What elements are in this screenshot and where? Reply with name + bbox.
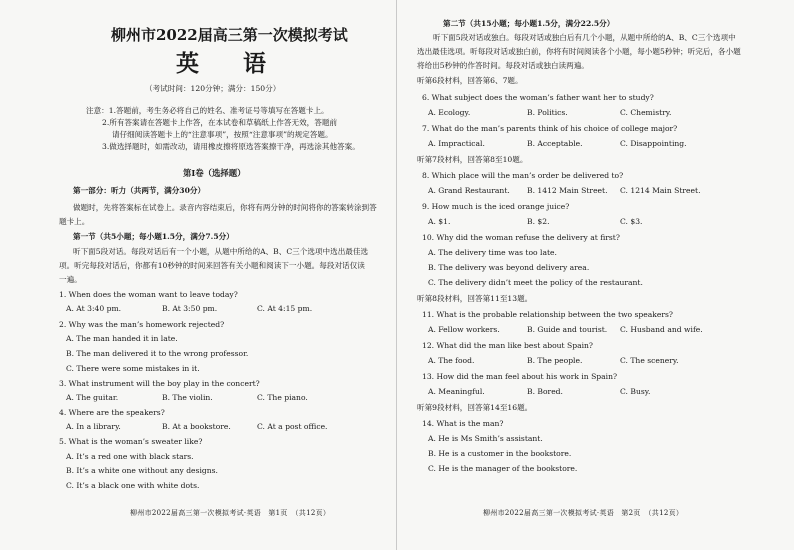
answer-option: A. Meaningful. (428, 387, 485, 396)
answer-option: B. The man delivered it to the wrong professor. (66, 349, 249, 358)
page-footer: 柳州市2022届高三第一次模拟考试·英语 第2页 （共12页） (483, 509, 684, 517)
answer-option: A. $1. (428, 217, 451, 226)
question-stem: 7. What do the man’s parents think of his choice of college major? (422, 124, 678, 133)
answer-option: C. It’s a black one with white dots. (66, 481, 200, 490)
instruction-line: 听下面5段对话或独白。每段对话或独白后有几个小题，从题中所给的A、B、C三个选项中 (433, 33, 736, 42)
notice-line: 2.所有答案请在答题卡上作答，在本试卷和草稿纸上作答无效，答题前 (102, 118, 338, 127)
answer-option: A. It’s a red one with black stars. (66, 452, 194, 461)
question-stem: 8. Which place will the man’s order be delivered to? (422, 171, 624, 180)
answer-option: C. Busy. (620, 387, 651, 396)
instruction-line: 项。听完每段对话后，你都有10秒钟的时间来回答有关小题和阅读下一小题。每段对话仅读 (59, 261, 365, 270)
question-stem: 10. Why did the woman refuse the delivery at first? (422, 233, 620, 242)
exam-title: 柳州市2022届高三第一次模拟考试 (111, 26, 348, 44)
answer-option: A. Grand Restaurant. (428, 186, 510, 195)
notice-line: 请仔细阅读答题卡上的“注意事项”，按照“注意事项”的规定答题。 (112, 130, 333, 139)
answer-option: C. He is the manager of the bookstore. (428, 464, 578, 473)
question-stem: 5. What is the woman’s sweater like? (59, 437, 203, 446)
answer-option: B. Guide and tourist. (527, 325, 608, 334)
answer-option: B. It’s a white one without any designs. (66, 466, 218, 475)
answer-option: B. Politics. (527, 108, 568, 117)
answer-option: C. $3. (620, 217, 643, 226)
answer-option: C. At 4:15 pm. (257, 304, 313, 313)
answer-option: C. The delivery didn’t meet the policy of the restaurant. (428, 278, 643, 287)
exam-info: （考试时间：120分钟；满分：150分） (145, 84, 281, 93)
instruction-line: 一遍。 (59, 275, 82, 284)
answer-option: B. The delivery was beyond delivery area. (428, 263, 590, 272)
notice-line: 注意：1.答题前，考生务必将自己的姓名、准考证号等填写在答题卡上。 (86, 106, 329, 115)
listen-prompt: 听第8段材料，回答第11至13题。 (417, 294, 533, 303)
section1-heading: 第一节（共5小题；每小题1.5分，满分7.5分） (73, 232, 234, 241)
listen-prompt: 听第9段材料，回答第14至16题。 (417, 403, 533, 412)
answer-option: C. 1214 Main Street. (620, 186, 701, 195)
question-stem: 12. What did the man like best about Spain? (422, 341, 594, 350)
exam-page-2 (397, 0, 794, 550)
answer-option: A. In a library. (66, 422, 121, 431)
answer-option: A. Ecology. (428, 108, 471, 117)
answer-option: A. The man handed it in late. (66, 334, 178, 343)
answer-option: A. Impractical. (428, 139, 485, 148)
answer-option: B. The people. (527, 356, 583, 365)
answer-option: C. Disappointing. (620, 139, 687, 148)
answer-option: B. At 3:50 pm. (162, 304, 218, 313)
answer-option: A. The guitar. (66, 393, 119, 402)
answer-option: A. The delivery time was too late. (428, 248, 557, 257)
section2-heading: 第二节（共15小题；每小题1.5分，满分22.5分） (443, 19, 615, 28)
answer-option: A. Fellow workers. (428, 325, 500, 334)
subject-title: 英 语 (176, 50, 285, 77)
instruction-line: 选出最佳选项。听每段对话或独白前，你将有时间阅读各个小题，每小题5秒钟；听完后，各小题 (417, 47, 741, 56)
answer-option: C. Husband and wife. (620, 325, 703, 334)
listen-prompt: 听第6段材料，回答第6、7题。 (417, 76, 523, 85)
question-stem: 1. When does the woman want to leave today? (59, 290, 238, 299)
answer-option: C. The scenery. (620, 356, 679, 365)
question-stem: 4. Where are the speakers? (59, 408, 165, 417)
instruction-line: 听下面5段对话。每段对话后有一个小题，从题中所给的A、B、C三个选项中选出最佳选 (73, 247, 369, 256)
answer-option: B. $2. (527, 217, 550, 226)
answer-option: A. The food. (428, 356, 475, 365)
answer-option: A. At 3:40 pm. (66, 304, 122, 313)
answer-option: C. Chemistry. (620, 108, 672, 117)
question-stem: 3. What instrument will the boy play in the concert? (59, 379, 260, 388)
page-footer: 柳州市2022届高三第一次模拟考试·英语 第1页 （共12页） (130, 509, 331, 517)
question-stem: 13. How did the man feel about his work in Spain? (422, 372, 618, 381)
answer-option: B. Acceptable. (527, 139, 583, 148)
answer-option: B. At a bookstore. (162, 422, 231, 431)
answer-option: C. At a post office. (257, 422, 328, 431)
question-stem: 6. What subject does the woman’s father want her to study? (422, 93, 654, 102)
listen-prompt: 听第7段材料，回答第8至10题。 (417, 155, 528, 164)
instruction-line: 做题时，先将答案标在试卷上。录音内容结束后，你将有两分钟的时间将你的答案转涂到答 (73, 203, 377, 212)
answer-option: C. The piano. (257, 393, 308, 402)
instruction-line: 题卡上。 (59, 217, 90, 226)
answer-option: B. The violin. (162, 393, 213, 402)
notice-line: 3.做选择题时，如需改动，请用橡皮擦将原选答案擦干净，再选涂其他答案。 (102, 142, 360, 151)
answer-option: C. There were some mistakes in it. (66, 364, 200, 373)
volume-title: 第Ⅰ卷（选择题） (183, 168, 246, 178)
part1-heading: 第一部分：听力（共两节，满分30分） (73, 186, 206, 195)
question-stem: 9. How much is the iced orange juice? (422, 202, 570, 211)
question-stem: 2. Why was the man’s homework rejected? (59, 320, 225, 329)
question-stem: 14. What is the man? (422, 419, 504, 428)
answer-option: B. Bored. (527, 387, 563, 396)
answer-option: B. 1412 Main Street. (527, 186, 608, 195)
question-stem: 11. What is the probable relationship between the two speakers? (422, 310, 673, 319)
answer-option: A. He is Ms Smith’s assistant. (428, 434, 543, 443)
answer-option: B. He is a customer in the bookstore. (428, 449, 572, 458)
instruction-line: 将给出5秒钟的作答时间。每段对话或独白读两遍。 (417, 61, 589, 70)
